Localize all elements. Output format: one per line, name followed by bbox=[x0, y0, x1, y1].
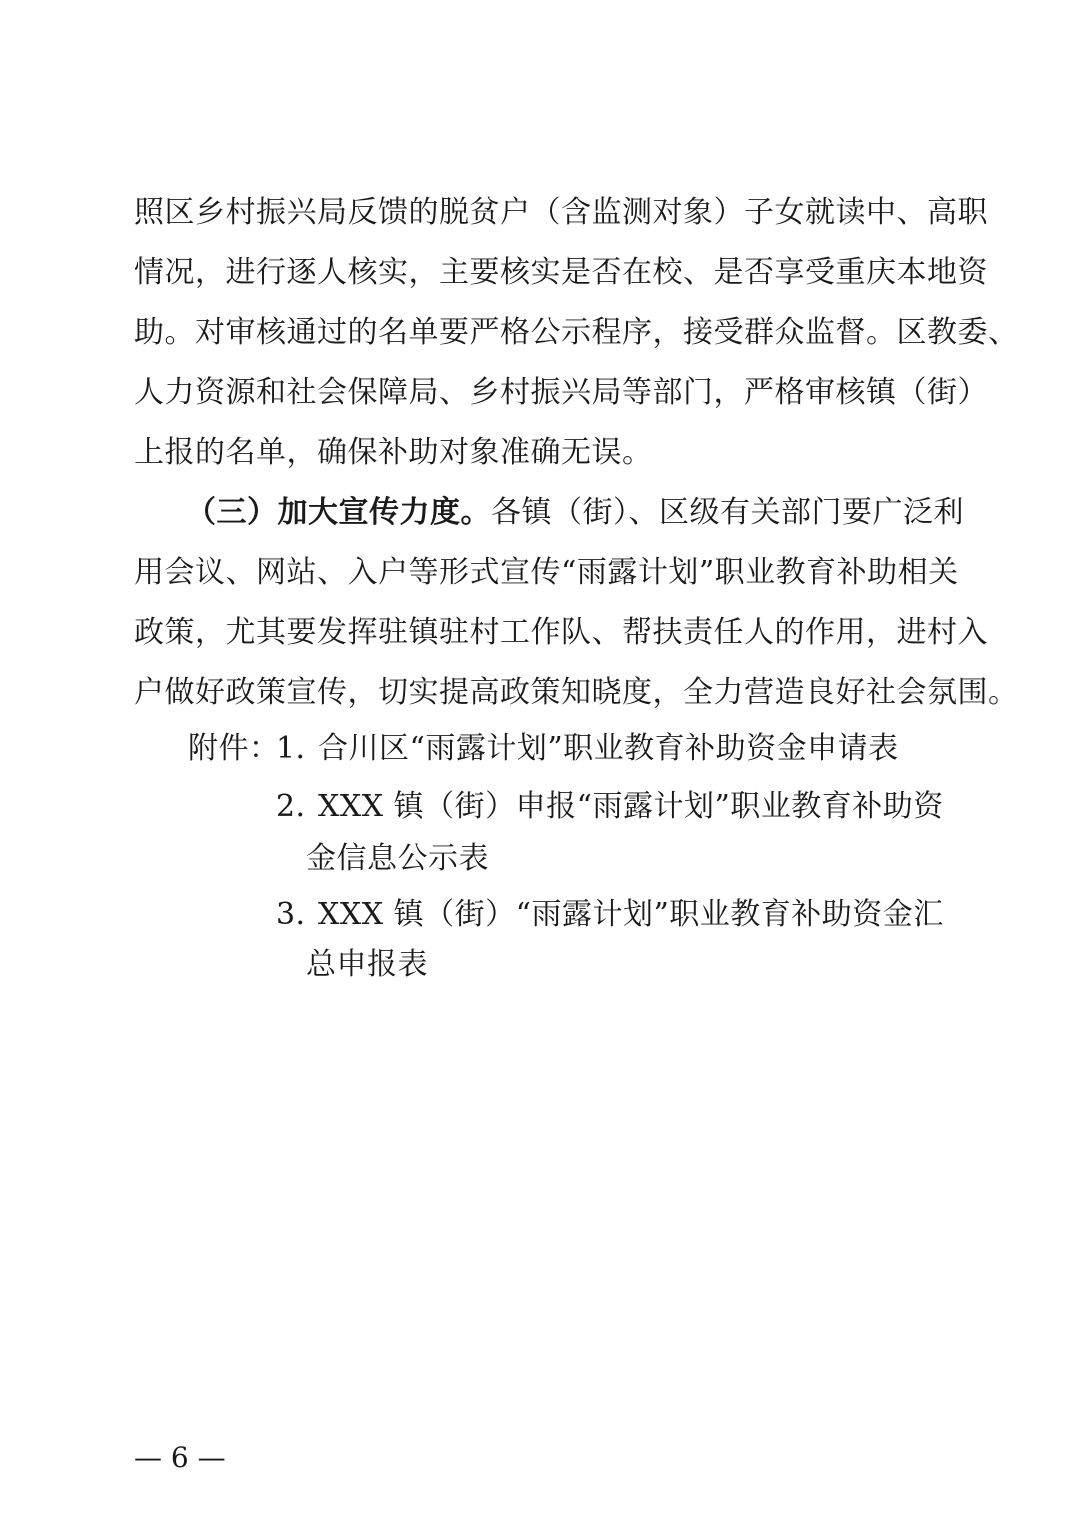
paragraph-first-line bbox=[186, 493, 964, 533]
attachment-number: 3． bbox=[276, 897, 327, 932]
paragraph-line: 助。对审核通过的名单要严格公示程序，接受群众监督。区教委、 bbox=[134, 315, 1019, 350]
attachment-title: XXX 镇（街）申报“雨露计划”职业教育补助资 bbox=[318, 789, 944, 824]
paragraph-line: 政策，尤其要发挥驻镇驻村工作队、帮扶责任人的作用，进村入 bbox=[134, 615, 988, 650]
section-heading: （三）加大宣传力度。 bbox=[186, 495, 491, 530]
attachment-title-continued: 总申报表 bbox=[306, 947, 428, 982]
attachment-number: 1． bbox=[276, 731, 327, 766]
paragraph-line: 用会议、网站、入户等形式宣传“雨露计划”职业教育补助相关 bbox=[134, 555, 959, 590]
paragraph-line: 户做好政策宣传，切实提高政策知晓度，全力营造良好社会氛围。 bbox=[134, 675, 1019, 710]
paragraph-line: 人力资源和社会保障局、乡村振兴局等部门，严格审核镇（街） bbox=[134, 375, 988, 410]
attachment-title-continued: 金信息公示表 bbox=[306, 841, 489, 876]
paragraph-line: 照区乡村振兴局反馈的脱贫户（含监测对象）子女就读中、高职 bbox=[134, 195, 988, 230]
attachment-title: 合川区“雨露计划”职业教育补助资金申请表 bbox=[318, 731, 899, 766]
attachment-number: 2． bbox=[276, 789, 327, 824]
attachment-title: XXX 镇（街）“雨露计划”职业教育补助资金汇 bbox=[318, 897, 944, 932]
attachment-label: 附件： bbox=[188, 731, 280, 766]
page-number: — 6 — bbox=[134, 1441, 226, 1474]
paragraph-line: 上报的名单，确保补助对象准确无误。 bbox=[134, 435, 653, 470]
paragraph-line: 情况，进行逐人核实，主要核实是否在校、是否享受重庆本地资 bbox=[134, 255, 988, 290]
paragraph-text: 各镇（街）、区级有关部门要广泛利 bbox=[491, 495, 964, 530]
